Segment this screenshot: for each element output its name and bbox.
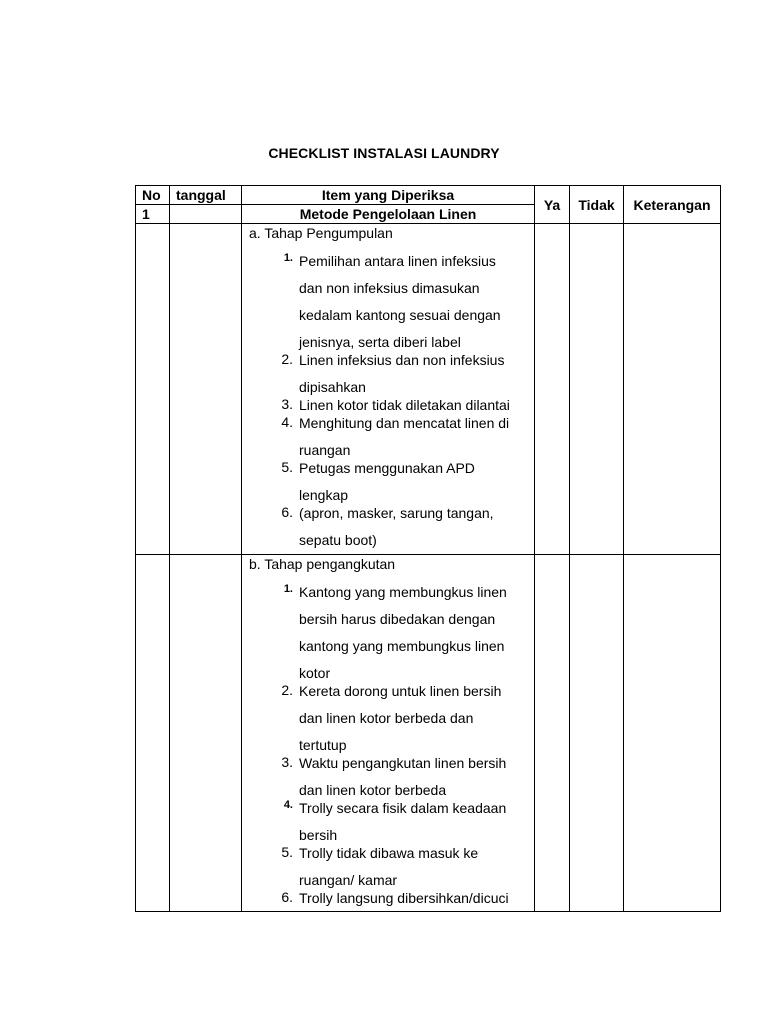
item-text-line: dan linen kotor berbeda dan	[299, 710, 474, 726]
item-text-line: lengkap	[299, 487, 349, 503]
item-number: 2.	[281, 682, 293, 698]
item-text	[299, 754, 530, 799]
group-number: 1	[136, 205, 170, 224]
section-heading: a. Tahap Pengumpulan	[249, 225, 393, 241]
page-title: CHECKLIST INSTALASI LAUNDRY	[268, 145, 500, 161]
item-text	[299, 682, 530, 754]
item-text-line: sepatu boot)	[299, 532, 377, 548]
item-text	[299, 351, 530, 396]
item-number: 6.	[281, 889, 293, 905]
item-text-line: bersih harus dibedakan dengan	[299, 611, 496, 627]
yes-cell[interactable]	[535, 224, 570, 555]
item-number: 1.	[283, 252, 293, 264]
header-item: Item yang Diperiksa	[242, 186, 535, 205]
item-number: 5.	[281, 459, 293, 475]
header-no: No	[136, 186, 170, 205]
item-text-line: Menghitung dan mencatat linen di	[299, 415, 510, 431]
date-cell[interactable]	[170, 555, 242, 912]
item-text-line: Waktu pengangkutan linen bersih	[299, 755, 507, 771]
no-answer-cell[interactable]	[570, 224, 624, 555]
item-number: 4.	[283, 799, 293, 811]
item-text-line: bersih	[299, 827, 338, 843]
group-date-cell	[170, 205, 242, 224]
checklist-item	[249, 583, 530, 682]
checklist-item	[249, 414, 530, 459]
item-text	[299, 414, 530, 459]
no-cell	[136, 555, 170, 912]
item-text-line: Trolly tidak dibawa masuk ke	[299, 845, 479, 861]
item-text-line: Petugas menggunakan APD	[299, 460, 475, 476]
item-number: 4.	[281, 414, 293, 430]
item-text	[299, 504, 530, 549]
item-number: 2.	[281, 351, 293, 367]
item-text-line: dan non infeksius dimasukan	[299, 280, 480, 296]
checklist-item	[249, 252, 530, 351]
header-date: tanggal	[170, 186, 242, 205]
item-text-line: ruangan/ kamar	[299, 872, 398, 888]
item-number: 3.	[281, 754, 293, 770]
notes-cell[interactable]	[624, 555, 721, 912]
item-text-line: Trolly langsung dibersihkan/dicuci	[299, 890, 509, 906]
item-text-line: dipisahkan	[299, 379, 366, 395]
item-text-line: kotor	[299, 665, 331, 681]
checklist-item	[249, 504, 530, 549]
item-text	[299, 252, 530, 351]
item-text-line: Pemilihan antara linen infeksius	[299, 253, 496, 269]
checklist-table	[135, 185, 721, 912]
checklist-item	[249, 799, 530, 844]
item-text-line: Linen infeksius dan non infeksius	[299, 352, 505, 368]
checklist-item	[249, 682, 530, 754]
section-heading: b. Tahap pengangkutan	[249, 556, 396, 572]
checklist-item	[249, 844, 530, 889]
item-cell	[242, 224, 535, 555]
item-number: 6.	[281, 504, 293, 520]
item-list	[249, 252, 530, 549]
item-list	[249, 583, 530, 907]
item-text-line: ruangan	[299, 442, 351, 458]
yes-cell[interactable]	[535, 555, 570, 912]
header-no-answer: Tidak	[570, 186, 624, 224]
item-text-line: Trolly secara fisik dalam keadaan	[299, 800, 507, 816]
checklist-item	[249, 459, 530, 504]
item-text-line: kantong yang membungkus linen	[299, 638, 505, 654]
item-text-line: (apron, masker, sarung tangan,	[299, 505, 494, 521]
header-yes: Ya	[535, 186, 570, 224]
checklist-item	[249, 351, 530, 396]
checklist-item	[249, 396, 530, 414]
checklist-item	[249, 889, 530, 907]
item-text-line: jenisnya, serta diberi label	[299, 334, 461, 350]
item-text	[299, 459, 530, 504]
section-row	[136, 224, 721, 555]
group-title: Metode Pengelolaan Linen	[242, 205, 535, 224]
section-row	[136, 555, 721, 912]
item-number: 5.	[281, 844, 293, 860]
item-text-line: Kantong yang membungkus linen	[299, 584, 507, 600]
item-text-line: Kereta dorong untuk linen bersih	[299, 683, 502, 699]
item-text	[299, 889, 530, 907]
item-cell	[242, 555, 535, 912]
date-cell[interactable]	[170, 224, 242, 555]
item-text-line: kedalam kantong sesuai dengan	[299, 307, 501, 323]
item-number: 3.	[281, 396, 293, 412]
item-text	[299, 799, 530, 844]
item-text-line: Linen kotor tidak diletakan dilantai	[299, 397, 510, 413]
item-text-line: tertutup	[299, 737, 347, 753]
item-text	[299, 583, 530, 682]
header-row	[136, 186, 721, 205]
no-cell	[136, 224, 170, 555]
item-text-line: dan linen kotor berbeda	[299, 782, 447, 798]
notes-cell[interactable]	[624, 224, 721, 555]
item-number: 1.	[283, 583, 293, 595]
checklist-item	[249, 754, 530, 799]
no-answer-cell[interactable]	[570, 555, 624, 912]
item-text	[299, 396, 530, 414]
header-notes: Keterangan	[624, 186, 721, 224]
item-text	[299, 844, 530, 889]
